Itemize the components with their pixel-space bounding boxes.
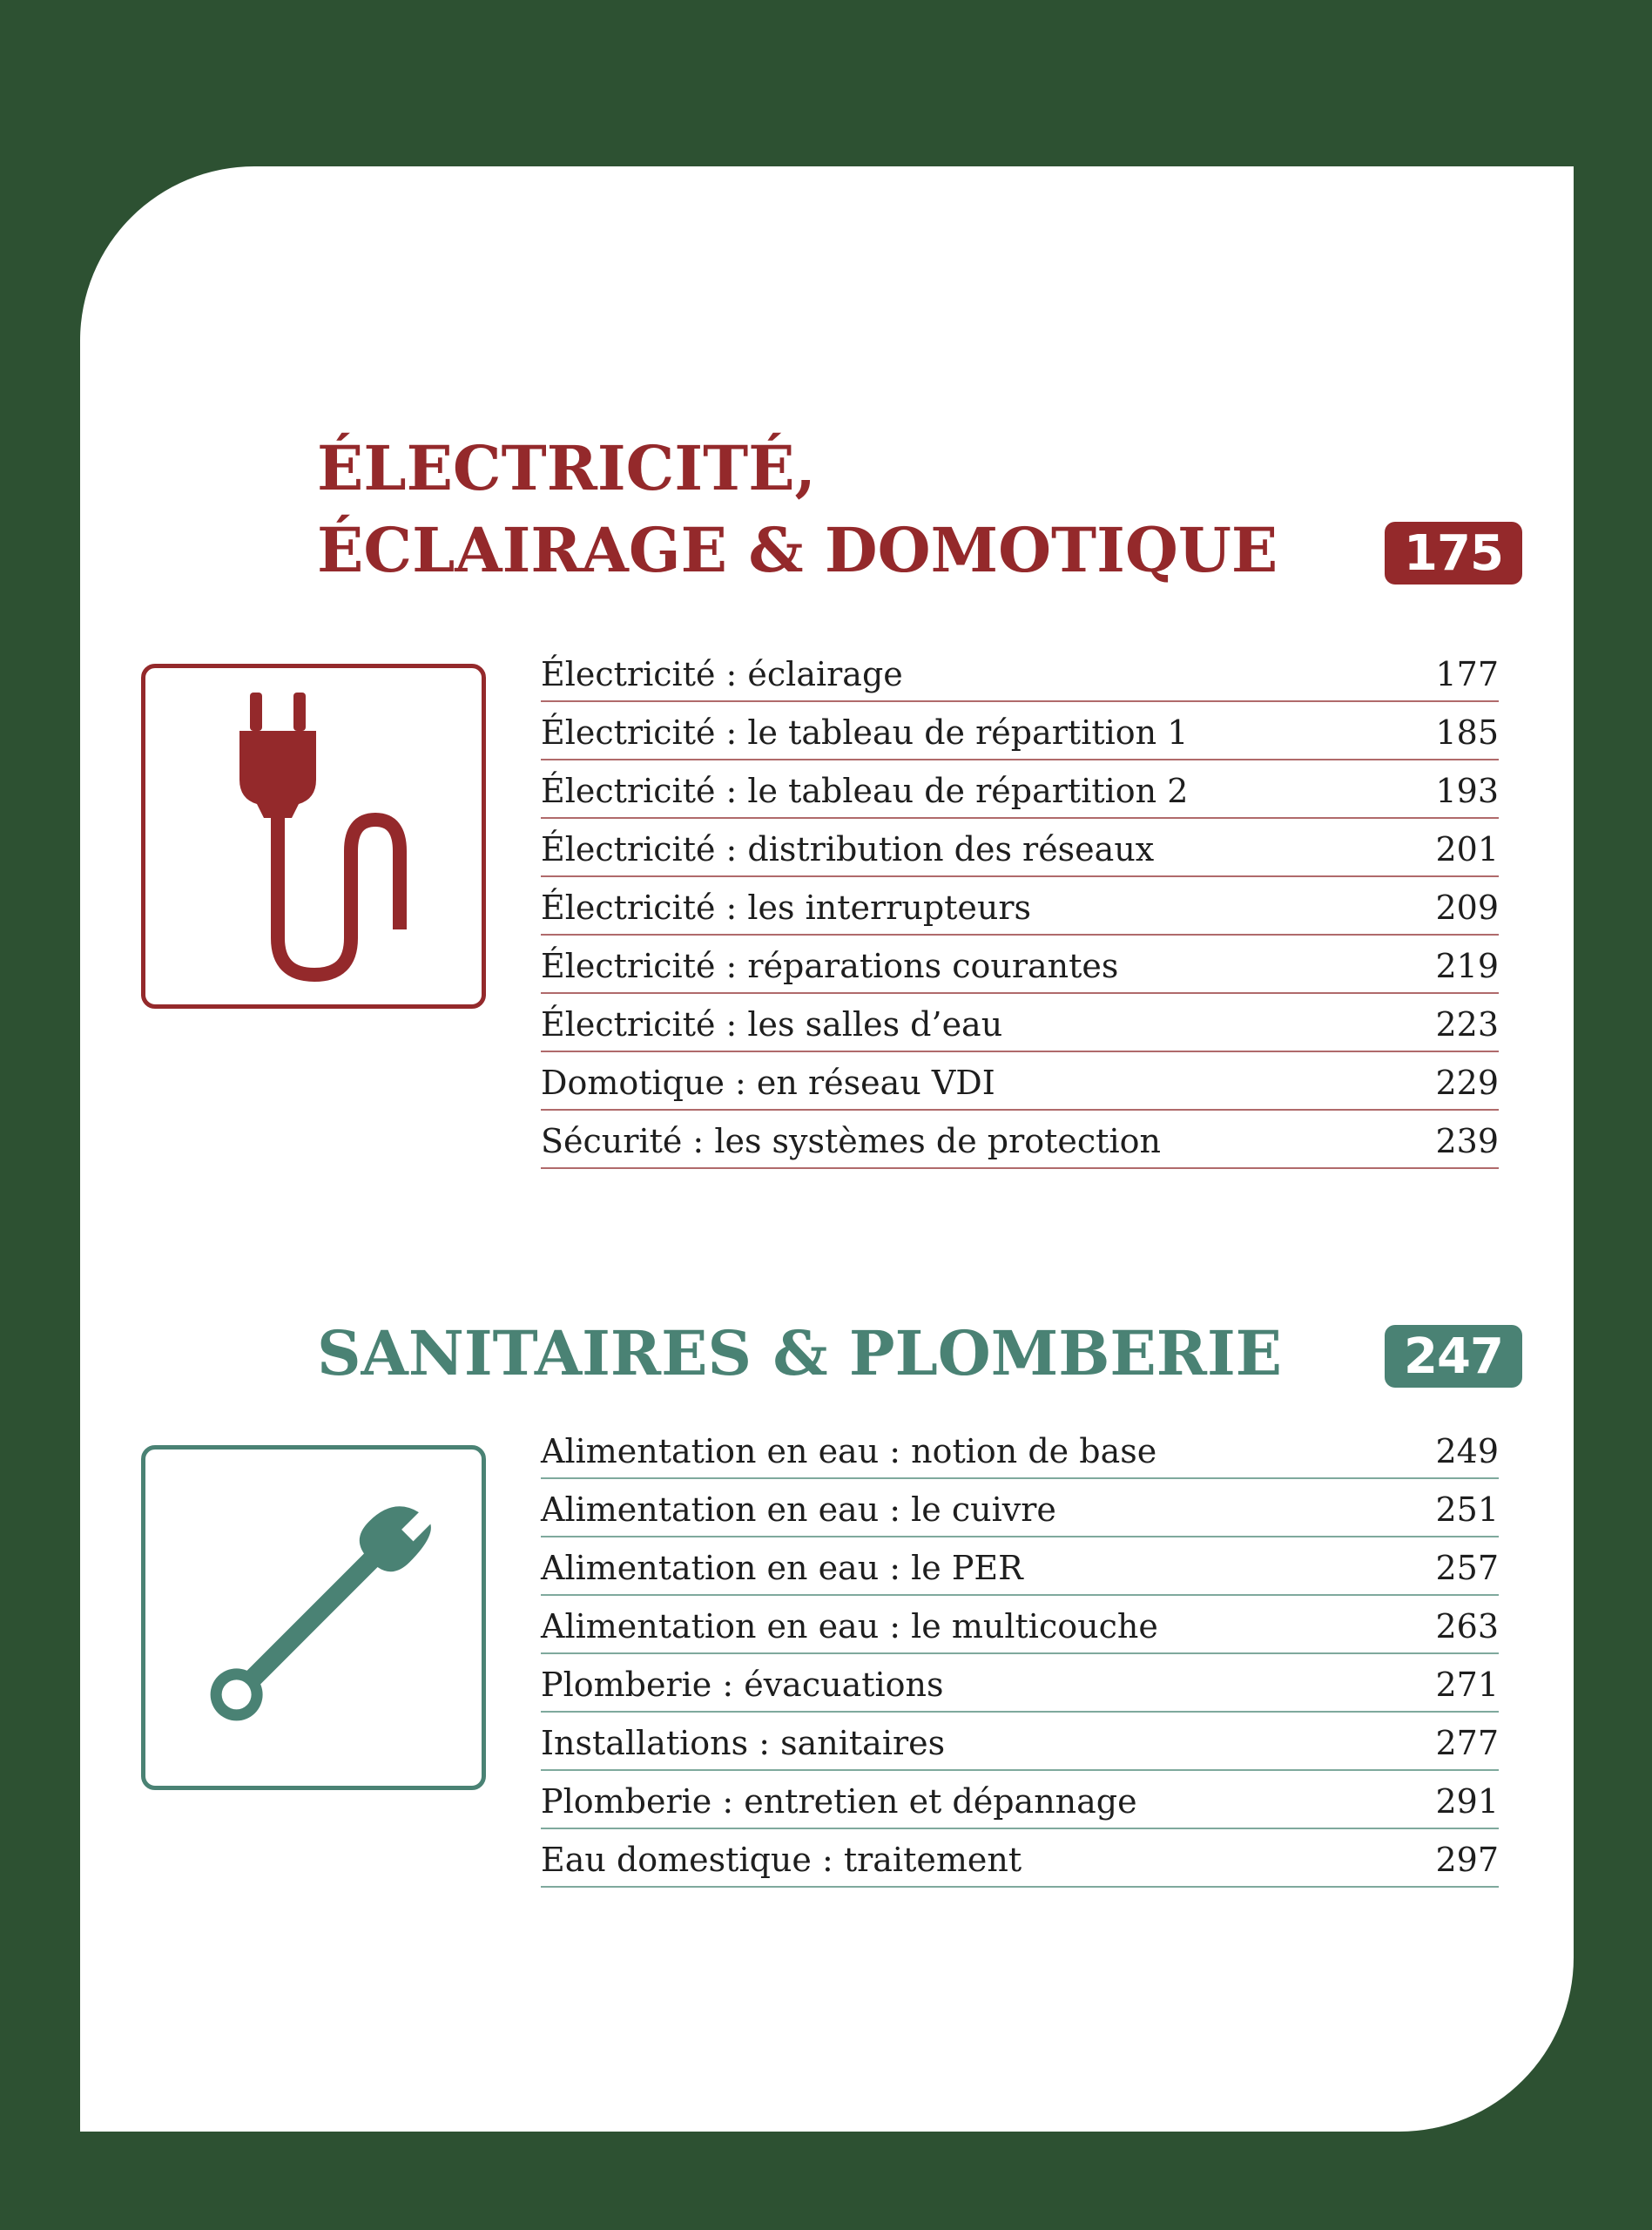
toc-item[interactable] bbox=[541, 1654, 1499, 1713]
toc-item[interactable] bbox=[541, 994, 1499, 1052]
toc-item-page: 263 bbox=[1435, 1607, 1499, 1645]
toc-item-label: Électricité : les salles d’eau bbox=[541, 1005, 1003, 1044]
toc-item-page: 277 bbox=[1435, 1724, 1499, 1762]
toc-item-page: 251 bbox=[1435, 1490, 1499, 1529]
toc-item[interactable] bbox=[541, 1479, 1499, 1537]
toc-item-label: Plomberie : entretien et dépannage bbox=[541, 1782, 1137, 1821]
toc-item-page: 223 bbox=[1435, 1005, 1499, 1044]
plug-icon bbox=[141, 664, 486, 1009]
toc-item-page: 297 bbox=[1435, 1841, 1499, 1879]
toc-item[interactable] bbox=[541, 644, 1499, 702]
section-page-badge-electricity[interactable]: 175 bbox=[1385, 522, 1522, 585]
section-title-electricity bbox=[317, 428, 1278, 591]
toc-item-page: 257 bbox=[1435, 1549, 1499, 1587]
toc-item-page: 291 bbox=[1435, 1782, 1499, 1821]
toc-item-label: Domotique : en réseau VDI bbox=[541, 1064, 995, 1102]
toc-item-page: 193 bbox=[1435, 772, 1499, 810]
toc-item-label: Électricité : éclairage bbox=[541, 655, 903, 693]
page-panel bbox=[80, 166, 1574, 2132]
toc-list-electricity bbox=[541, 644, 1499, 1169]
toc-item[interactable] bbox=[541, 936, 1499, 994]
toc-item-label: Alimentation en eau : le cuivre bbox=[541, 1490, 1056, 1529]
toc-item-label: Installations : sanitaires bbox=[541, 1724, 946, 1762]
toc-item-page: 209 bbox=[1435, 889, 1499, 927]
toc-item[interactable] bbox=[541, 1111, 1499, 1169]
wrench-icon bbox=[141, 1445, 486, 1790]
toc-item[interactable] bbox=[541, 877, 1499, 936]
toc-list-plumbing bbox=[541, 1421, 1499, 1888]
toc-item-label: Électricité : réparations courantes bbox=[541, 947, 1119, 985]
section-title-line-1: ÉLECTRICITÉ, bbox=[317, 432, 816, 504]
toc-item[interactable] bbox=[541, 1829, 1499, 1888]
toc-item-label: Plomberie : évacuations bbox=[541, 1666, 944, 1704]
toc-item-label: Eau domestique : traitement bbox=[541, 1841, 1022, 1879]
toc-item[interactable] bbox=[541, 1596, 1499, 1654]
toc-item-page: 249 bbox=[1435, 1432, 1499, 1470]
toc-item-label: Électricité : le tableau de répartition 2 bbox=[541, 772, 1189, 810]
toc-item-label: Sécurité : les systèmes de protection bbox=[541, 1122, 1161, 1160]
toc-item[interactable] bbox=[541, 1771, 1499, 1829]
section-page-badge-plumbing[interactable]: 247 bbox=[1385, 1325, 1522, 1388]
toc-item[interactable] bbox=[541, 1713, 1499, 1771]
toc-item-page: 185 bbox=[1435, 713, 1499, 752]
toc-item-label: Alimentation en eau : notion de base bbox=[541, 1432, 1157, 1470]
toc-item[interactable] bbox=[541, 1537, 1499, 1596]
toc-item-label: Alimentation en eau : le PER bbox=[541, 1549, 1023, 1587]
toc-item-page: 177 bbox=[1435, 655, 1499, 693]
toc-item-page: 219 bbox=[1435, 947, 1499, 985]
section-title-plumbing: SANITAIRES & PLOMBERIE bbox=[317, 1317, 1283, 1389]
toc-item-label: Électricité : les interrupteurs bbox=[541, 889, 1032, 927]
toc-item-label: Électricité : distribution des réseaux bbox=[541, 830, 1155, 868]
toc-item-page: 201 bbox=[1435, 830, 1499, 868]
toc-item[interactable] bbox=[541, 1052, 1499, 1111]
toc-item-page: 271 bbox=[1435, 1666, 1499, 1704]
toc-item-page: 229 bbox=[1435, 1064, 1499, 1102]
toc-item[interactable] bbox=[541, 819, 1499, 877]
toc-item[interactable] bbox=[541, 1421, 1499, 1479]
toc-item-label: Alimentation en eau : le multicouche bbox=[541, 1607, 1158, 1645]
toc-item-page: 239 bbox=[1435, 1122, 1499, 1160]
toc-item-label: Électricité : le tableau de répartition 1 bbox=[541, 713, 1189, 752]
section-title-line-2: ÉCLAIRAGE & DOMOTIQUE bbox=[317, 514, 1278, 586]
toc-item[interactable] bbox=[541, 702, 1499, 760]
toc-item[interactable] bbox=[541, 760, 1499, 819]
